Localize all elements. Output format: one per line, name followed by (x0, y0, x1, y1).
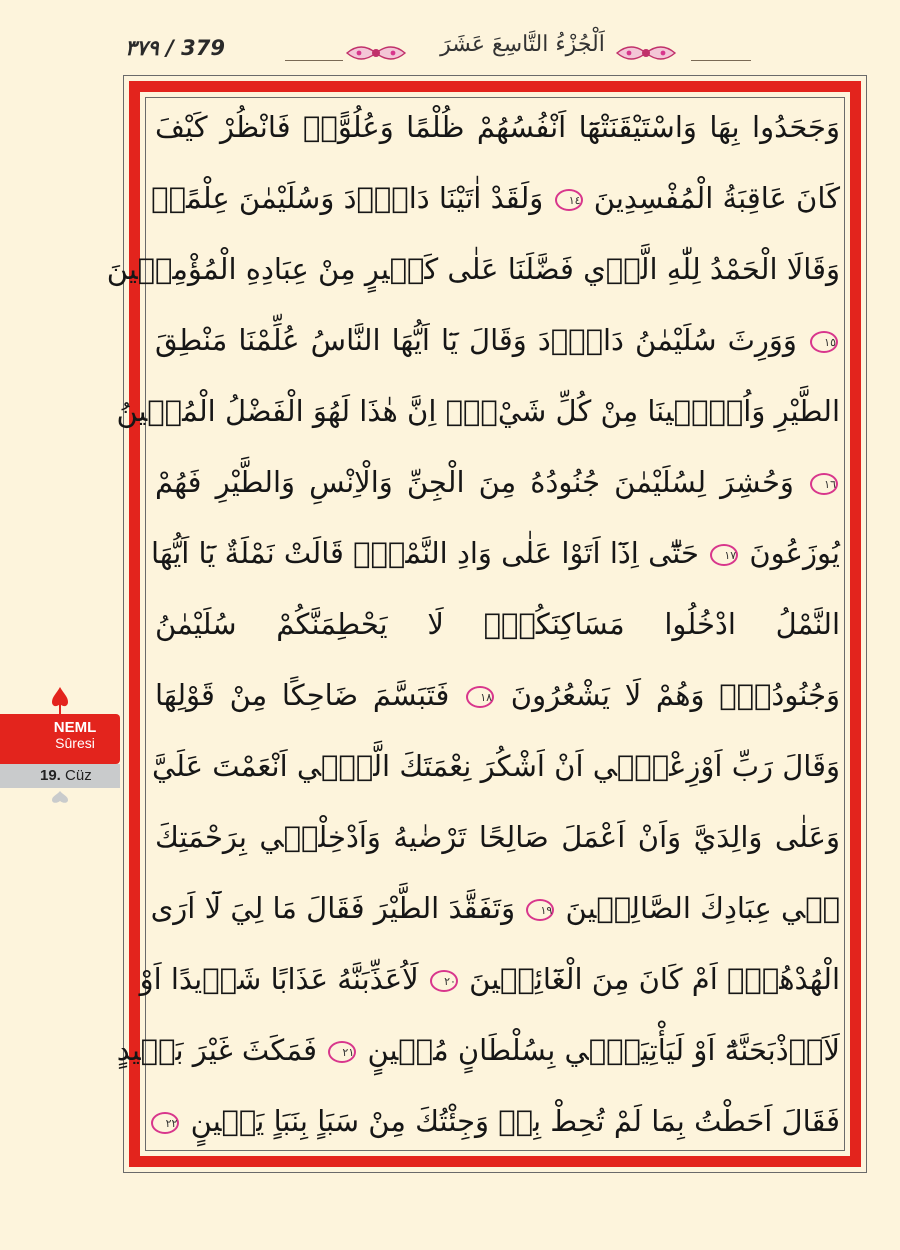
surah-name: NEML (53, 719, 97, 736)
juz-label: Cüz (65, 767, 92, 784)
verse-text: فَمَكَثَ غَيْرَ بَع۪يدٍ (116, 1033, 318, 1067)
verse-text: وَلَقَدْ اٰتَيْنَا دَاوُ۫دَ وَسُلَيْمٰنَ عِلْمًاۚ (151, 181, 544, 215)
page-number: ٣٧٩ / 379 (125, 36, 225, 60)
juz-title: اَلْجُزْءُ التَّاسِعَ عَشَرَ (440, 32, 605, 57)
juz-number: 19. (40, 767, 61, 784)
verse-text: لَاَا۫ذْبَحَنَّهُٓ اَوْ لَيَأْتِيَنّ۪ي بِسُلْطَانٍ مُب۪ينٍ (367, 1033, 840, 1067)
fleur-ornament-icon (51, 790, 69, 808)
quran-text-area (106, 92, 841, 1162)
surah-label: Sûresi (55, 735, 95, 751)
verse-text: الْهُدْهُدَۘ اَمْ كَانَ مِنَ الْغَٓائِب۪ينَ (469, 962, 840, 996)
ayah-number-marker: ١٤ (555, 189, 583, 211)
verse-text: لَاُعَذِّبَنَّهُ عَذَابًا شَد۪يدًا اَوْ (139, 962, 419, 996)
floral-ornament-icon (345, 40, 407, 66)
text-line (116, 1015, 840, 1086)
text-line (155, 802, 840, 873)
verse-text: وَتَفَقَّدَ الطَّيْرَ فَقَالَ مَا لِيَ لَٓا اَرَى (150, 891, 516, 925)
text-line (155, 447, 840, 518)
ayah-number-marker: ٢١ (328, 1041, 356, 1063)
text-line (106, 234, 840, 305)
page-frame (106, 75, 867, 1173)
text-line (155, 92, 840, 163)
verse-text: وَقَالَ رَبِّ اَوْزِعْن۪ٓي اَنْ اَشْكُرَ نِعْمَتَكَ الَّت۪ٓي اَنْعَمْتَ عَلَيَّ (151, 749, 840, 783)
verse-text: وَوَرِثَ سُلَيْمٰنُ دَاوُ۫دَ وَقَالَ يَٓا اَيُّهَا النَّاسُ عُلِّمْنَا مَنْطِقَ (155, 323, 797, 357)
text-line (151, 163, 840, 234)
verse-text: ف۪ي عِبَادِكَ الصَّالِح۪ينَ (565, 891, 840, 925)
verse-text: وَحُشِرَ لِسُلَيْمٰنَ جُنُودُهُ مِنَ الْجِنِّ وَالْاِنْسِ وَالطَّيْرِ فَهُمْ (155, 465, 794, 499)
text-line (116, 376, 840, 447)
ayah-number-marker: ١٩ (526, 899, 554, 921)
ayah-number-marker: ٢٠ (430, 970, 458, 992)
verse-text: وَجُنُودُهُۙ وَهُمْ لَا يَشْعُرُونَ (510, 678, 841, 712)
verse-text: وَقَالَا الْحَمْدُ لِلّٰهِ الَّذ۪ي فَضَّلَنَا عَلٰى كَث۪يرٍ مِنْ عِبَادِهِ الْمُؤْمِن۪ينَ (106, 252, 840, 286)
header-rule-right (691, 60, 751, 61)
verse-text: الطَّيْرِ وَاُو۫ت۪ينَا مِنْ كُلِّ شَيْءٍۜ اِنَّ هٰذَا لَهُوَ الْفَضْلُ الْمُب۪ينُ (116, 394, 840, 428)
fleur-ornament-icon (51, 686, 69, 714)
text-line (155, 1086, 840, 1157)
text-line (150, 873, 840, 944)
header-rule-left (285, 60, 343, 61)
text-line (151, 518, 840, 589)
verse-text: النَّمْلُ ادْخُلُوا مَسَاكِنَكُمْۚ لَا يَحْطِمَنَّكُمْ سُلَيْمٰنُ (155, 607, 840, 641)
verse-text: وَعَلٰى وَالِدَيَّ وَاَنْ اَعْمَلَ صَالِحًا تَرْضٰيهُ وَاَدْخِلْن۪ي بِرَحْمَتِكَ (155, 820, 840, 854)
text-line (155, 660, 840, 731)
ayah-number-marker: ١٦ (810, 473, 838, 495)
verse-text: فَتَبَسَّمَ ضَاحِكًا مِنْ قَوْلِهَا (155, 678, 450, 712)
ayah-number-marker: ٢٢ (151, 1112, 179, 1134)
verse-text: حَتّٰٓى اِذَٓا اَتَوْا عَلٰى وَادِ النَّمْلِۙ قَالَتْ نَمْلَةٌ يَٓا اَيُّهَا (151, 536, 699, 570)
verse-text: يُوزَعُونَ (749, 536, 840, 570)
surah-label-red (0, 714, 120, 764)
ayah-number-marker: ١٨ (466, 686, 494, 708)
verse-text: وَجَحَدُوا بِهَا وَاسْتَيْقَنَتْهَٓا اَنْفُسُهُمْ ظُلْمًا وَعُلُوًّاۜ فَانْظُرْ كَيْفَ (155, 110, 840, 144)
verse-text: فَقَالَ اَحَطْتُ بِمَا لَمْ تُحِطْ بِه۪ وَجِئْتُكَ مِنْ سَبَاٍ بِنَبَاٍ يَق۪ينٍ (190, 1104, 840, 1138)
text-line (155, 305, 840, 376)
text-line (139, 944, 840, 1015)
juz-label-grey (0, 764, 120, 788)
text-line (151, 731, 840, 802)
text-line (155, 589, 840, 660)
ayah-number-marker: ١٧ (710, 544, 738, 566)
floral-ornament-icon (615, 40, 677, 66)
verse-text: كَانَ عَاقِبَةُ الْمُفْسِدِينَ (593, 181, 840, 215)
ayah-number-marker: ١٥ (810, 331, 838, 353)
